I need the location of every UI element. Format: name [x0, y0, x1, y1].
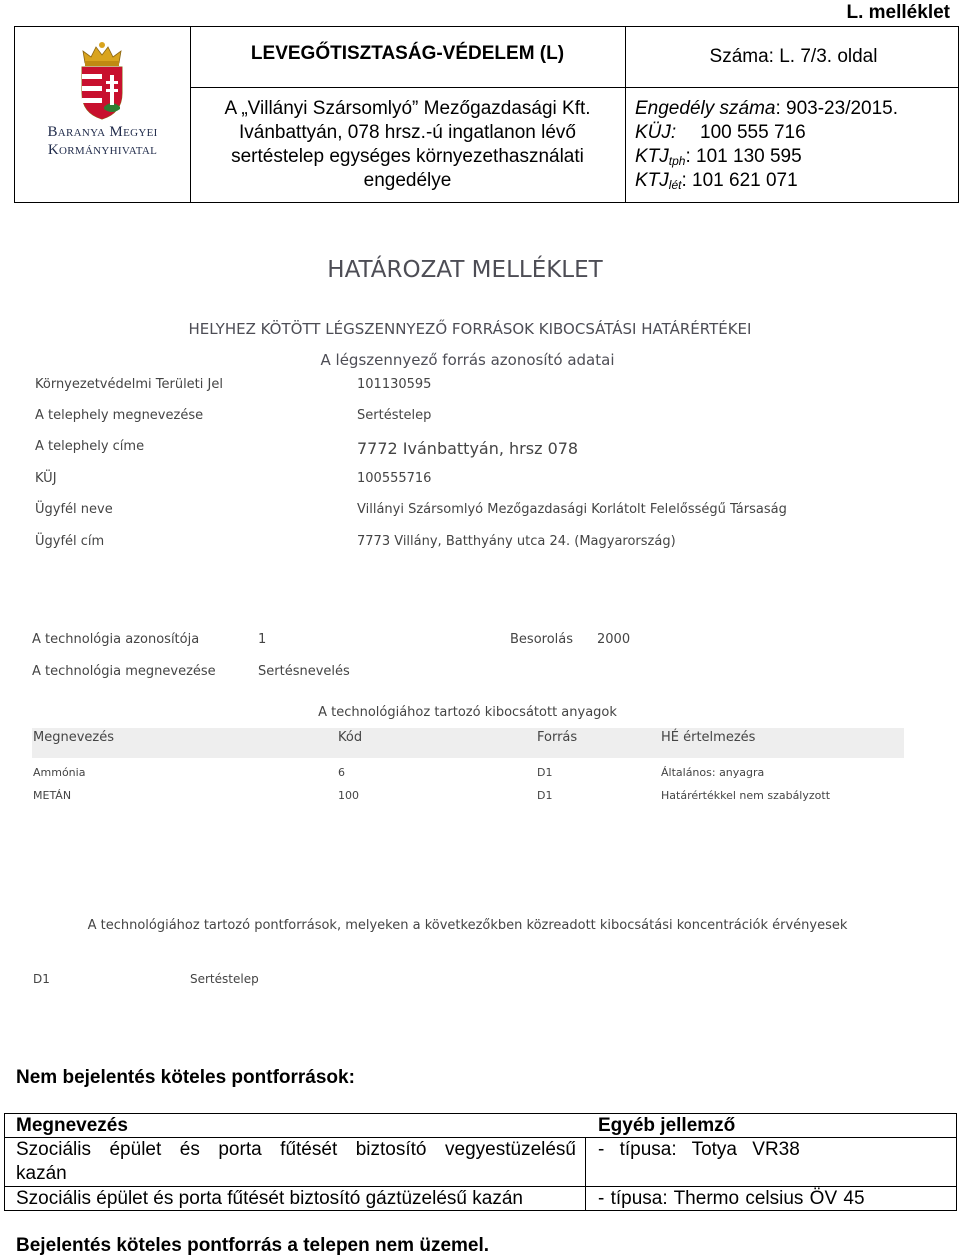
- footer-note: Bejelentés köteles pontforrás a telepen nem üzemel.: [16, 1235, 490, 1256]
- field-value: Sertéstelep: [357, 408, 432, 423]
- hungarian-crest-logo: [77, 41, 127, 121]
- materials-cell: D1: [537, 789, 553, 802]
- materials-cell: Általános: anyagra: [661, 766, 765, 779]
- ktj-subscript: lét: [668, 178, 682, 192]
- permit-title-line: A „Villányi Szársomlyó” Mezőgazdasági Kft.: [224, 98, 591, 119]
- permit-title-line: sertéstelep egységes környezethasználati: [231, 146, 584, 167]
- field-value: 7773 Villány, Batthyány utca 24. (Magyarország): [357, 534, 676, 549]
- tech-id-label: A technológia azonosítója: [32, 632, 200, 647]
- tech-name-label: A technológia megnevezése: [32, 664, 216, 679]
- materials-column-header: Kód: [338, 730, 363, 745]
- ktj-subscript: tph: [668, 154, 686, 168]
- logo-cell: [15, 27, 190, 202]
- permit-identifiers: [635, 97, 955, 193]
- permit-number-label: Engedély száma: [635, 98, 776, 119]
- permit-number: : 903-23/2015.: [775, 98, 899, 119]
- materials-cell: 6: [338, 766, 345, 779]
- classification-label: Besorolás: [510, 632, 574, 647]
- materials-heading: A technológiához tartozó kibocsátott anyagok: [318, 705, 617, 720]
- organization-name-line: Baranya Megyei: [47, 124, 158, 140]
- point-source-id: D1: [33, 972, 50, 986]
- field-label: Ügyfél neve: [35, 502, 113, 517]
- materials-column-header: HÉ értelmezés: [661, 730, 756, 745]
- kuj-value: 100 555 716: [700, 122, 806, 143]
- field-value: 100555716: [357, 471, 432, 486]
- field-value: 7772 Ivánbattyán, hrsz 078: [357, 439, 579, 458]
- ktj-label: KTJ: [635, 146, 669, 167]
- materials-header-band: [32, 728, 904, 758]
- materials-cell: D1: [537, 766, 553, 779]
- materials-cell: 100: [338, 789, 359, 802]
- header-divider: [190, 87, 958, 88]
- permit-title-line: engedélye: [363, 170, 452, 191]
- non-reportable-table: [4, 1113, 957, 1211]
- materials-column-header: Forrás: [537, 730, 578, 745]
- page-number: Száma: L. 7/3. oldal: [709, 46, 878, 67]
- ktj-tph-value: : 101 130 595: [685, 146, 802, 167]
- field-label: A telephely címe: [35, 439, 145, 454]
- materials-cell: METÁN: [33, 789, 72, 802]
- point-source-name: Sertéstelep: [190, 972, 259, 986]
- tech-id-value: 1: [258, 632, 267, 647]
- field-label: Környezetvédelmi Területi Jel: [35, 377, 223, 392]
- ktj-label: KTJ: [635, 170, 669, 191]
- table-cell: Szociális épület és porta fűtését biztosító vegyestüzelésű: [16, 1139, 576, 1160]
- materials-cell: Határértékkel nem szabályzott: [661, 789, 831, 802]
- source-heading: A légszennyező forrás azonosító adatai: [320, 351, 615, 369]
- section-title: LEVEGŐTISZTASÁG-VÉDELEM (L): [250, 43, 565, 64]
- table-cell: kazán: [16, 1163, 67, 1184]
- document-title: HATÁROZAT MELLÉKLET: [327, 257, 603, 283]
- document-subtitle: HELYHEZ KÖTÖTT LÉGSZENNYEZŐ FORRÁSOK KIBOCSÁTÁSI HATÁRÉRTÉKEI: [188, 320, 752, 338]
- field-value: 101130595: [357, 377, 432, 392]
- tech-name-value: Sertésnevelés: [258, 664, 350, 679]
- point-sources-heading: A technológiához tartozó pontforrások, melyeken a következőkben közreadott kibocsátási koncentrációk érvényesek: [87, 918, 848, 933]
- classification-value: 2000: [597, 632, 631, 647]
- column-header-other: Egyéb jellemző: [598, 1115, 736, 1136]
- field-value: Villányi Szársomlyó Mezőgazdasági Korlátolt Felelősségű Társaság: [357, 502, 787, 517]
- permit-title: [191, 97, 624, 193]
- materials-column-header: Megnevezés: [33, 730, 114, 745]
- header-divider: [625, 27, 626, 202]
- table-rule: [585, 1137, 586, 1210]
- field-label: Ügyfél cím: [35, 534, 105, 549]
- kuj-row: [635, 121, 955, 145]
- ktj-let-value: : 101 621 071: [681, 170, 798, 191]
- organization-name: [15, 123, 190, 159]
- header-table: [14, 26, 959, 203]
- column-header-name: Megnevezés: [16, 1115, 128, 1136]
- ktj-let-row: [635, 169, 955, 193]
- table-cell: Szociális épület és porta fűtését biztosító gáztüzelésű kazán: [16, 1188, 523, 1209]
- ktj-tph-row: [635, 145, 955, 169]
- annex-label: L. melléklet: [846, 2, 950, 23]
- non-reportable-heading: Nem bejelentés köteles pontforrások:: [16, 1067, 355, 1088]
- table-cell: - típusa: Totya VR38: [598, 1139, 800, 1160]
- field-label: KÜJ: [35, 471, 57, 486]
- kuj-label: KÜJ:: [635, 122, 677, 143]
- table-cell: - típusa: Thermo celsius ÖV 45: [598, 1188, 865, 1209]
- permit-number-row: [635, 97, 955, 121]
- permit-title-line: Ivánbattyán, 078 hrsz.-ú ingatlanon lévő: [239, 122, 576, 143]
- materials-cell: Ammónia: [33, 766, 86, 779]
- field-label: A telephely megnevezése: [35, 408, 204, 423]
- organization-name-line: Kormányhivatal: [47, 142, 158, 158]
